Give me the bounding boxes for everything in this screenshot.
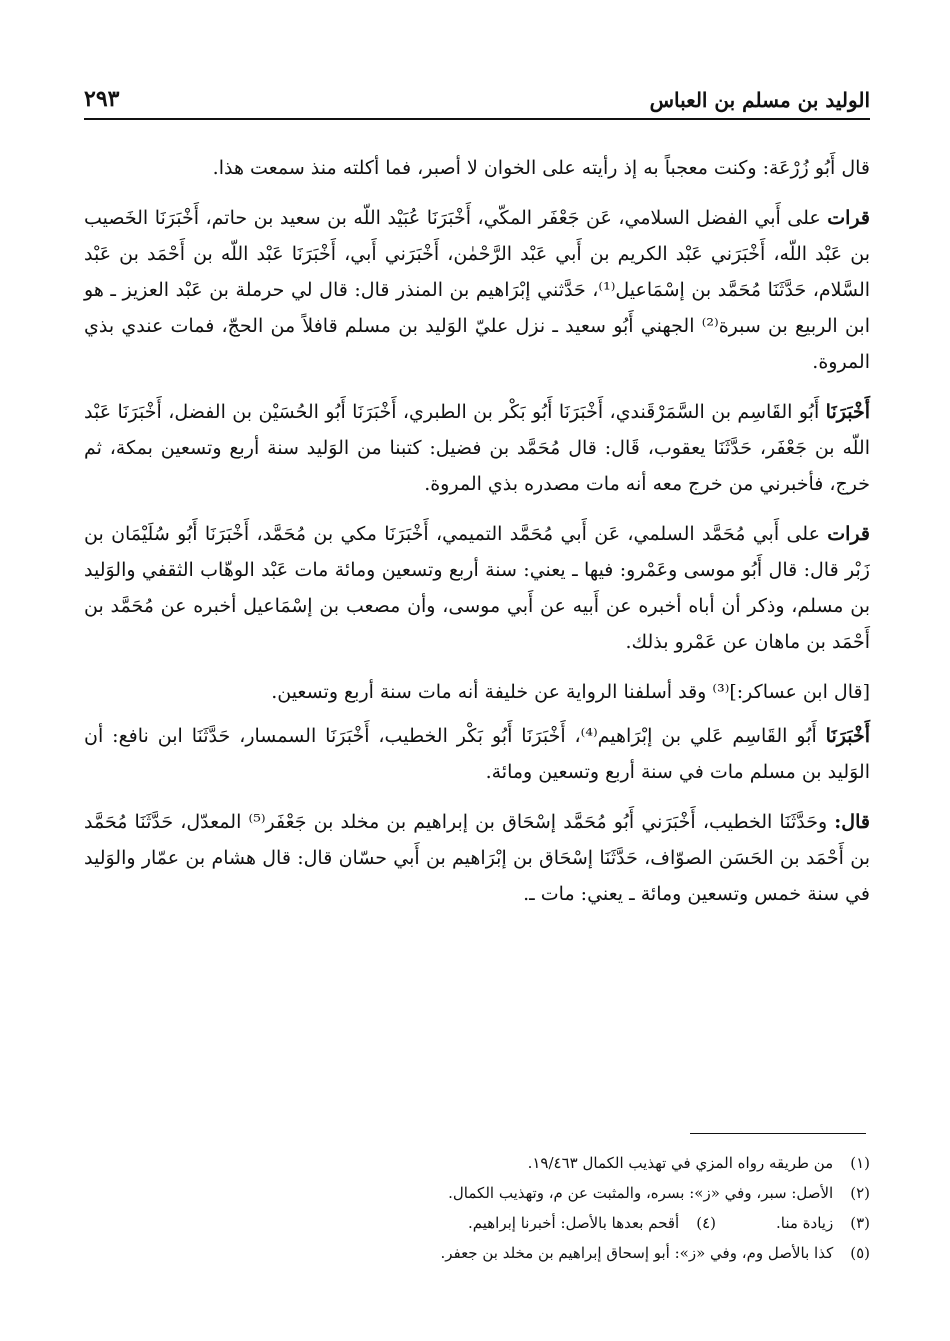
footnotes [84, 1148, 870, 1268]
main-text [84, 150, 870, 926]
paragraph-text: قال أَبُو زُرْعَة: وكنت معجباً به إذ رأيته على الخوان لا أصبر، فما أكلته منذ سمعت هذا. [212, 157, 870, 179]
paragraph-text: على أَبي الفضل السلامي، عَن جَعْفَر المكّي، أَخْبَرَنَا عُبَيْد اللّه بن سعيد بن حاتم، أَخْبَرَنَا الخَصيب بن عَبْد اللّه، أَخْبَرَني عَبْد الكريم بن أَبي عَبْد الرَّحْمٰن، أَخْبَرَني أَبي، أَخْبَرَنَا عَبْد اللّه بن أَحْمَد بن عَبْد السَّلام، حَدَّثَنَا مُحَمَّد بن إسْمَاعيل⁽¹⁾، حَدَّثني إبْرَاهيم بن المنذر قال: قال لي حرملة بن عَبْد العزيز ـ هو ابن الربيع بن سبرة⁽²⁾ الجهني أَبُو سعيد ـ نزل عليّ الوَليد بن مسلم قافلاً من الحجّ، فمات عندي بذي المروة. [84, 207, 871, 373]
footnote-number: (٢) [850, 1184, 870, 1202]
paragraph-text: [قال ابن عساكر:]⁽³⁾ وقد أسلفنا الرواية عن خليفة أنه مات سنة أربع وتسعين. [271, 681, 870, 703]
footnote-text: الأصل: سبر، وفي «ز»: بسره، والمثبت عن م، وتهذيب الكمال. [448, 1184, 834, 1202]
footnote-number: (١) [850, 1154, 870, 1172]
page-number: ٢٩٣ [84, 86, 120, 112]
footnote-number: (٣) [850, 1214, 870, 1232]
footnote-4 [468, 1208, 716, 1238]
paragraph [84, 674, 870, 710]
paragraph-lead: قال: [834, 811, 870, 833]
footnote-5 [84, 1238, 870, 1268]
paragraph-lead: أَخْبَرَنَا [825, 401, 870, 423]
paragraph-lead: قرات [827, 207, 870, 229]
paragraph-text: على أَبي مُحَمَّد السلمي، عَن أَبي مُحَمَّد التميمي، أَخْبَرَنَا مكي بن مُحَمَّد، أَخْبَرَنَا أَبُو سُلَيْمَان بن زَبْر قال: قال أَبُو موسى وعَمْرو: فيها ـ يعني: سنة أربع وتسعين ومائة مات عَبْد الوهّاب الثقفي والوَليد بن مسلم، وذكر أن أباه أخبره عن أَبيه عن أَبي موسى، وأن مصعب بن إسْمَاعيل أخبره عن مُحَمَّد بن أَحْمَد بن ماهان عن عَمْرو بذلك. [84, 523, 870, 653]
paragraph [84, 516, 870, 660]
footnote-1 [84, 1148, 870, 1178]
footnote-number: (٥) [850, 1244, 870, 1262]
paragraph [84, 718, 870, 790]
paragraph [84, 200, 870, 380]
paragraph [84, 150, 870, 186]
footnote-3 [776, 1208, 870, 1238]
paragraph-lead: أَخْبَرَنَا [825, 725, 870, 747]
footnote-2 [84, 1178, 870, 1208]
footnote-text: أقحم بعدها بالأصل: أخبرنا إبراهيم. [467, 1214, 680, 1232]
paragraph-text: أَبُو القَاسِم بن السَّمَرْقَندي، أَخْبَرَنَا أَبُو بَكْر بن الطبري، أَخْبَرَنَا أَبُو الحُسَيْن بن الفضل، أَخْبَرَنَا عَبْد اللّه بن جَعْفَر، حَدَّثَنَا يعقوب، قَال: قال مُحَمَّد بن فضيل: كتبنا من الوَليد سنة أربع وتسعين بمكة، ثم خرج، فأخبرني من خرج معه أنه مات مصدره بذي المروة. [84, 401, 870, 495]
paragraph [84, 804, 870, 912]
paragraph-text: وحَدَّثَنَا الخطيب، أَخْبَرَني أَبُو مُحَمَّد إسْحَاق بن إبراهيم بن مخلد بن جَعْفَر⁽⁵⁾ المعدّل، حَدَّثَنَا مُحَمَّد بن أَحْمَد بن الحَسَن الصوّاف، حَدَّثَنَا إسْحَاق بن إبْرَاهيم بن أَبي حسّان قال: قال هشام بن عمّار والوَليد في سنة خمس وتسعين ومائة ـ يعني: مات ـ. [84, 811, 870, 905]
paragraph-lead: قرات [827, 523, 870, 545]
footnote-text: زيادة منا. [776, 1214, 834, 1232]
footnote-number: (٤) [696, 1214, 717, 1232]
paragraph-text: أَبُو القَاسِم عَلي بن إبْرَاهيم⁽⁴⁾، أَخْبَرَنَا أَبُو بَكْر الخطيب، أَخْبَرَنَا السمسار، حَدَّثَنَا ابن نافع: أن الوَليد بن مسلم مات في سنة أربع وتسعين ومائة. [84, 725, 870, 783]
running-title: الوليد بن مسلم بن العباس [649, 88, 870, 112]
footnote-divider [690, 1133, 866, 1134]
footnote-text: كذا بالأصل وم، وفي «ز»: أبو إسحاق إبراهيم بن مخلد بن جعفر. [440, 1244, 834, 1262]
footnote-text: من طريقه رواه المزي في تهذيب الكمال ١٩/٤٦٣. [527, 1154, 834, 1172]
page-header [84, 78, 870, 120]
paragraph [84, 394, 870, 502]
footnote-row-3-4 [84, 1208, 870, 1238]
